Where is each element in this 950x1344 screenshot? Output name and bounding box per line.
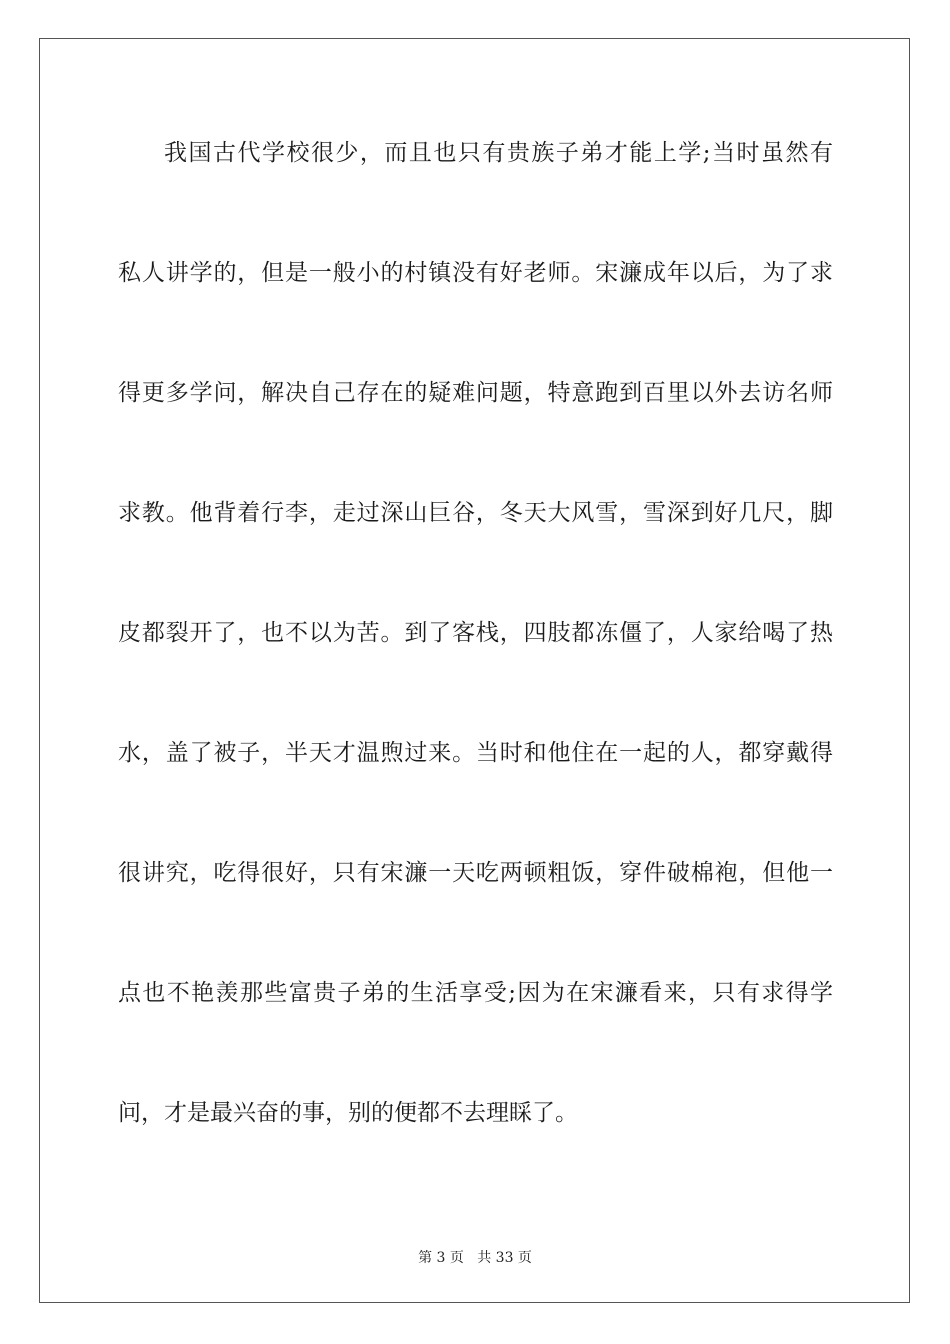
paragraph-line: 水，盖了被子，半天才温煦过来。当时和他住在一起的人，都穿戴得 [118, 740, 833, 766]
paragraph-line: 很讲究，吃得很好，只有宋濂一天吃两顿粗饭，穿件破棉袍，但他一 [118, 860, 833, 886]
paragraph-line: 我国古代学校很少，而且也只有贵族子弟才能上学;当时虽然有 [164, 140, 833, 166]
document-body [118, 130, 833, 1210]
paragraph-line: 点也不艳羡那些富贵子弟的生活享受;因为在宋濂看来，只有求得学 [118, 980, 833, 1006]
page-number-footer: 第 3 页 共 33 页 [418, 1250, 532, 1266]
paragraph-line: 求教。他背着行李，走过深山巨谷，冬天大风雪，雪深到好几尺，脚 [118, 500, 833, 526]
paragraph-line: 皮都裂开了，也不以为苦。到了客栈，四肢都冻僵了，人家给喝了热 [118, 620, 833, 646]
paragraph-line: 问，才是最兴奋的事，别的便都不去理睬了。 [118, 1100, 578, 1126]
paragraph-line: 得更多学问，解决自己存在的疑难问题，特意跑到百里以外去访名师 [118, 380, 833, 406]
paragraph-line: 私人讲学的，但是一般小的村镇没有好老师。宋濂成年以后，为了求 [118, 260, 833, 286]
